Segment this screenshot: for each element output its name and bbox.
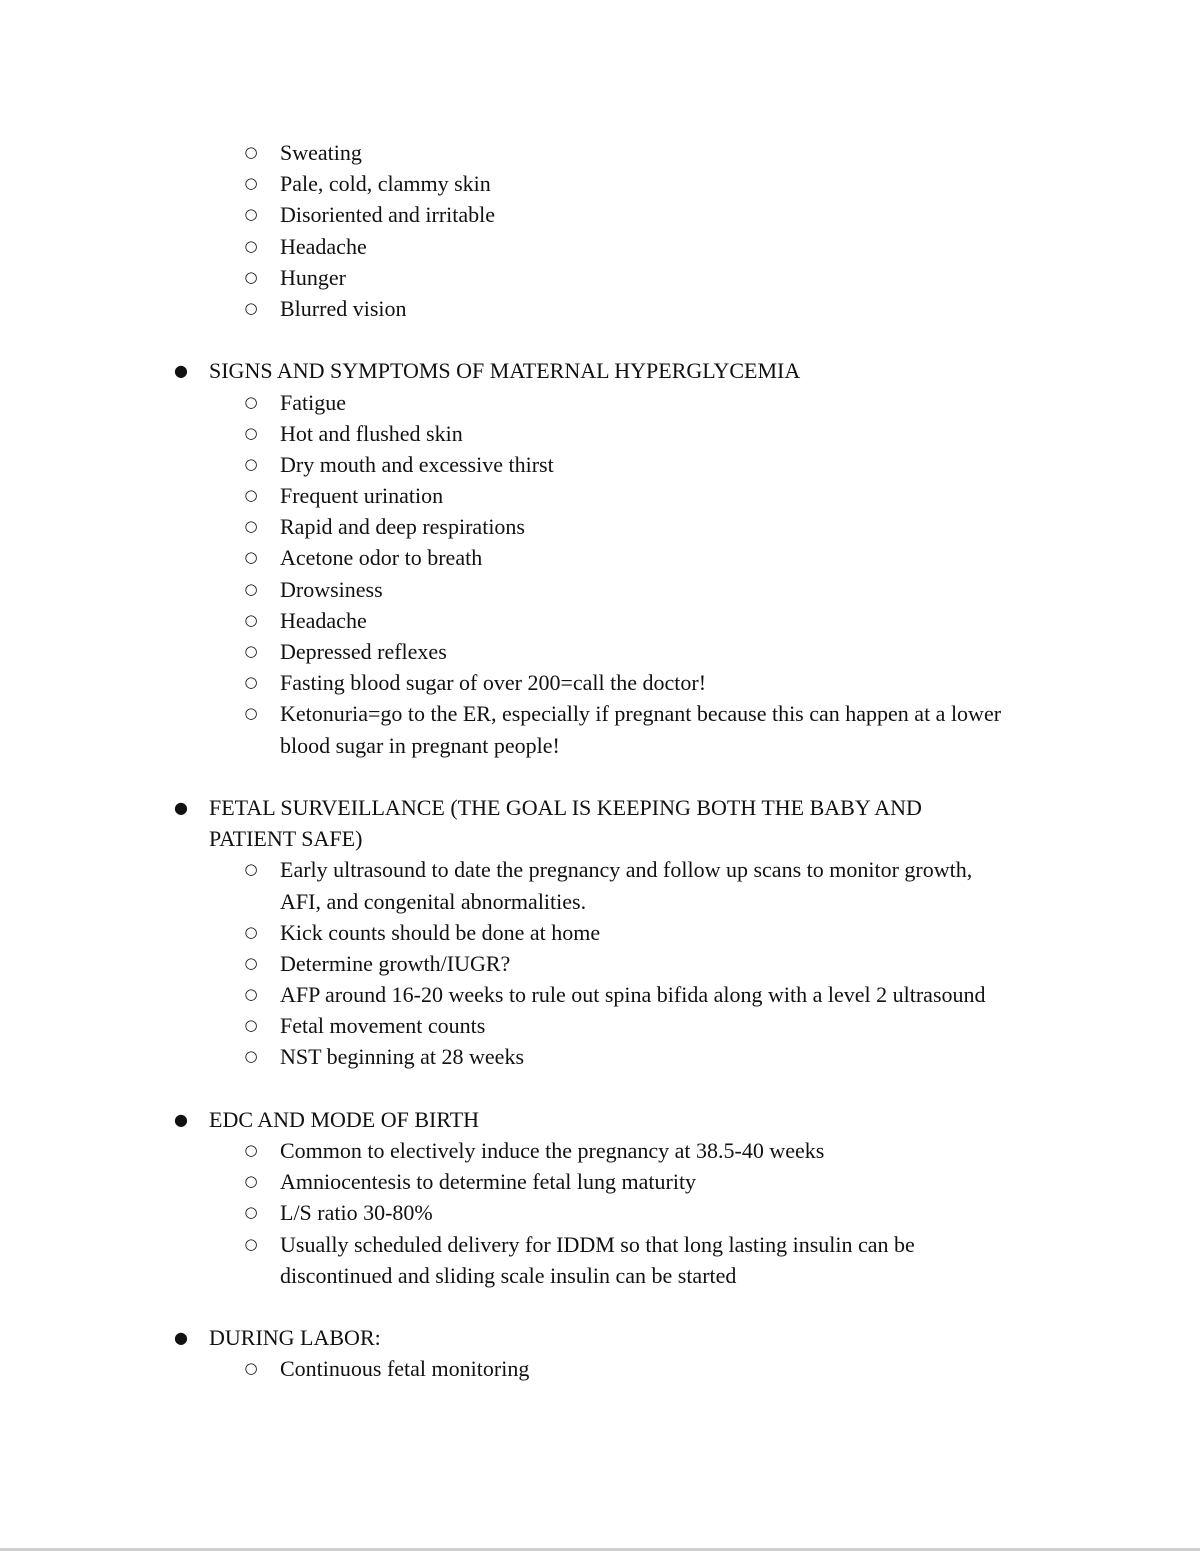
sub-bullet-marker: ○	[244, 392, 258, 411]
list-item-text: AFI, and congenital abnormalities.	[280, 888, 587, 914]
section-spacer	[0, 1291, 1200, 1322]
list-item-text: Blurred vision	[280, 295, 407, 321]
sub-bullet-marker: ○	[244, 1141, 258, 1159]
sub-bullet-marker: ○	[244, 423, 258, 442]
list-item	[0, 948, 1200, 979]
list-item-text: Fasting blood sugar of over 200=call the doctor!	[280, 670, 707, 696]
sub-bullet-marker: ○	[244, 1359, 258, 1378]
list-item	[0, 449, 1200, 480]
list-item	[0, 293, 1200, 324]
section-spacer	[0, 761, 1200, 792]
list-item-text: Ketonuria=go to the ER, especially if pregnant because this can happen at a lower	[280, 701, 1002, 727]
list-item	[0, 1260, 1200, 1291]
list-item	[0, 1353, 1200, 1384]
sub-bullet-marker: ○	[244, 579, 258, 598]
document-content	[0, 137, 1200, 1385]
sub-bullet-marker: ○	[244, 236, 258, 255]
bullet-marker: ●	[174, 1109, 188, 1129]
section-heading-text: EDC AND MODE OF BIRTH	[209, 1106, 480, 1132]
list-item-text: Fatigue	[280, 389, 346, 415]
list-item	[0, 511, 1200, 542]
list-item	[0, 1135, 1200, 1166]
list-item-text: Amniocentesis to determine fetal lung maturity	[280, 1169, 697, 1195]
list-item-text: Disoriented and irritable	[280, 202, 496, 228]
list-item	[0, 262, 1200, 293]
sub-bullet-marker: ○	[244, 267, 258, 286]
sub-bullet-marker: ○	[244, 205, 258, 224]
list-item-text: Acetone odor to breath	[280, 545, 483, 571]
list-item	[0, 418, 1200, 449]
bullet-marker: ●	[174, 361, 188, 381]
section-heading-text: DURING LABOR:	[209, 1325, 381, 1351]
list-item	[0, 917, 1200, 948]
section-heading-text: SIGNS AND SYMPTOMS OF MATERNAL HYPERGLYCEMIA	[209, 358, 801, 384]
sub-bullet-marker: ○	[244, 486, 258, 505]
list-item	[0, 854, 1200, 885]
section-spacer	[0, 324, 1200, 355]
list-item	[0, 698, 1200, 729]
sub-bullet-marker: ○	[244, 642, 258, 660]
list-item-text: NST beginning at 28 weeks	[280, 1044, 525, 1070]
list-item-text: Hot and flushed skin	[280, 420, 463, 446]
list-item-text: Headache	[280, 607, 367, 633]
list-item-text: Determine growth/IUGR?	[280, 950, 511, 976]
list-item	[0, 1041, 1200, 1072]
list-item-text: Rapid and deep respirations	[280, 514, 525, 540]
sub-bullet-marker: ○	[244, 985, 258, 1004]
list-item	[0, 605, 1200, 636]
bullet-marker: ●	[174, 1328, 188, 1348]
sub-bullet-marker: ○	[244, 673, 258, 692]
list-item	[0, 168, 1200, 199]
list-item	[0, 1229, 1200, 1260]
list-item	[0, 636, 1200, 667]
list-item	[0, 730, 1200, 761]
list-item-text: discontinued and sliding scale insulin can be started	[280, 1262, 737, 1288]
section-heading	[0, 1322, 1200, 1353]
list-item	[0, 231, 1200, 262]
list-item-text: Sweating	[280, 140, 362, 165]
list-item	[0, 480, 1200, 511]
sub-bullet-marker: ○	[244, 174, 258, 193]
list-item	[0, 387, 1200, 418]
section-heading-text: PATIENT SAFE)	[209, 826, 363, 852]
list-item-text: Drowsiness	[280, 576, 383, 602]
sub-bullet-marker: ○	[244, 922, 258, 941]
sub-bullet-marker: ○	[244, 517, 258, 536]
bullet-marker: ●	[174, 797, 188, 817]
sub-bullet-marker: ○	[244, 1172, 258, 1191]
list-item-text: Usually scheduled delivery for IDDM so that long lasting insulin can be	[280, 1231, 915, 1257]
sub-bullet-marker: ○	[244, 1234, 258, 1253]
list-item-text: Fetal movement counts	[280, 1013, 486, 1039]
sub-bullet-marker: ○	[244, 610, 258, 629]
sub-bullet-marker: ○	[244, 953, 258, 972]
sub-bullet-marker: ○	[244, 548, 258, 567]
list-item-text: Early ultrasound to date the pregnancy and follow up scans to monitor growth,	[280, 857, 973, 883]
list-item-text: Hunger	[280, 264, 346, 290]
list-item-text: Continuous fetal monitoring	[280, 1356, 530, 1382]
section-spacer	[0, 1073, 1200, 1104]
sub-bullet-marker: ○	[244, 1016, 258, 1035]
list-item	[0, 886, 1200, 917]
list-item-text: Pale, cold, clammy skin	[280, 171, 491, 197]
list-item-text: Kick counts should be done at home	[280, 919, 601, 945]
list-item	[0, 667, 1200, 698]
list-item	[0, 979, 1200, 1010]
sub-bullet-marker: ○	[244, 1047, 258, 1066]
section-heading-text: FETAL SURVEILLANCE (THE GOAL IS KEEPING BOTH THE BABY AND	[209, 794, 922, 820]
list-item	[0, 1166, 1200, 1197]
sub-bullet-marker: ○	[244, 298, 258, 317]
list-item	[0, 1197, 1200, 1228]
sub-bullet-marker: ○	[244, 704, 258, 723]
list-item-text: Common to electively induce the pregnancy at 38.5-40 weeks	[280, 1138, 825, 1163]
list-item-text: Headache	[280, 233, 367, 259]
list-item-text: blood sugar in pregnant people!	[280, 732, 560, 758]
sub-bullet-marker: ○	[244, 143, 258, 161]
sub-bullet-marker: ○	[244, 454, 258, 473]
section-heading	[0, 823, 1200, 854]
list-item	[0, 1010, 1200, 1041]
list-item-text: Depressed reflexes	[280, 639, 447, 664]
sub-bullet-marker: ○	[244, 1203, 258, 1222]
section-heading	[0, 1104, 1200, 1135]
section-heading	[0, 355, 1200, 386]
list-item-text: Frequent urination	[280, 483, 444, 509]
list-item	[0, 199, 1200, 230]
list-item	[0, 137, 1200, 168]
list-item-text: Dry mouth and excessive thirst	[280, 451, 554, 477]
list-item	[0, 574, 1200, 605]
page-bottom-divider	[0, 1548, 1200, 1551]
section-heading	[0, 792, 1200, 823]
list-item-text: L/S ratio 30-80%	[280, 1200, 433, 1226]
list-item-text: AFP around 16-20 weeks to rule out spina bifida along with a level 2 ultrasound	[280, 982, 986, 1008]
list-item	[0, 542, 1200, 573]
sub-bullet-marker: ○	[244, 860, 258, 879]
